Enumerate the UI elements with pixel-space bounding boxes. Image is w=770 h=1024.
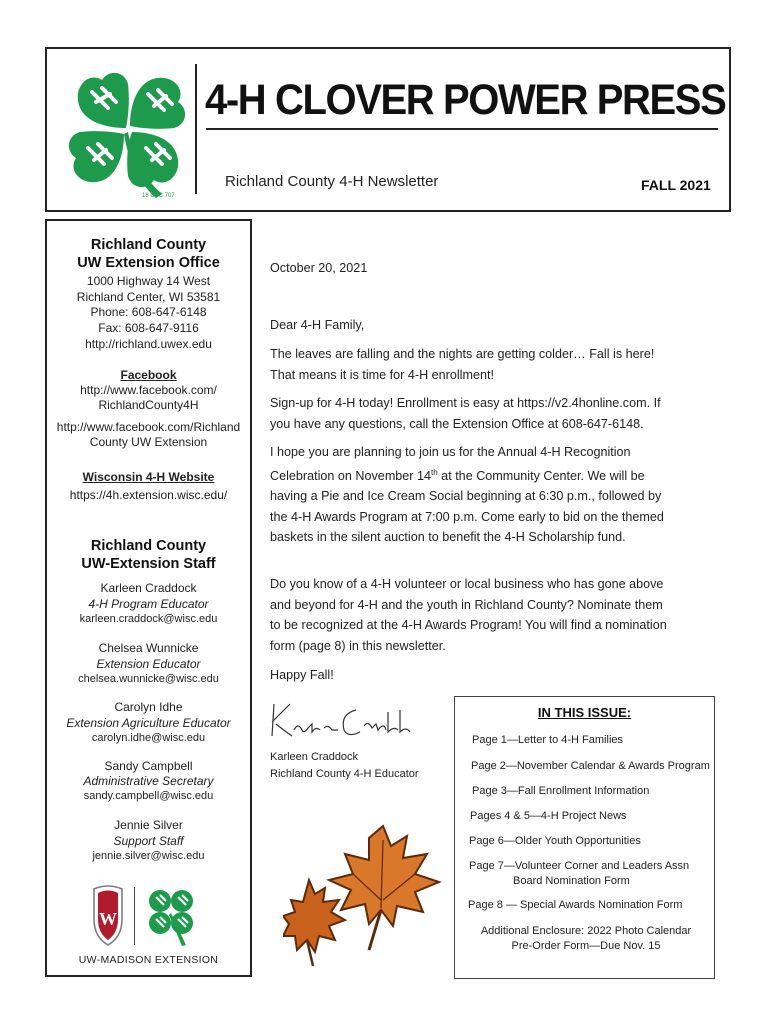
staff-name: Sandy Campbell — [104, 759, 193, 773]
facebook-link-2a[interactable]: http://www.facebook.com/Richland — [56, 420, 241, 434]
toc-enclosure[interactable]: Additional Enclosure: 2022 Photo Calendar — [480, 925, 692, 937]
staff-email[interactable]: chelsea.wunnicke@wisc.edu — [78, 673, 219, 685]
office-heading: Richland County — [90, 237, 207, 253]
signature-title: Richland County 4-H Educator — [270, 768, 419, 780]
uw-4h-logos — [90, 883, 210, 949]
toc-item[interactable]: Page 6—Older Youth Opportunities — [469, 835, 641, 847]
toc-item[interactable]: Page 2—November Calendar & Awards Program — [471, 760, 710, 772]
letter-paragraph-2: Sign-up for 4-H today! Enrollment is easy at https://v2.4honline.com. If you have any questions, call the Extension Office at 608-647-6148. — [270, 396, 661, 431]
staff-name: Carolyn Idhe — [114, 700, 183, 714]
staff-email[interactable]: carolyn.idhe@wisc.edu — [91, 732, 206, 744]
masthead-divider — [195, 64, 197, 194]
letter-paragraph-4: Do you know of a 4-H volunteer or local business who has gone above and beyond for 4-H and the youth in Richland County? Nominate them to be recognized at the 4-H Awards Program! You will find a nomination form (page 8) in this newsletter. — [270, 577, 667, 653]
toc-item[interactable]: Page 1—Letter to 4-H Families — [472, 734, 624, 746]
staff-heading: Richland County — [90, 538, 207, 554]
phone-number: Phone: 608-647-6148 — [90, 305, 207, 319]
letter-paragraph-3 — [270, 442, 670, 548]
svg-text:W: W — [99, 909, 117, 929]
staff-name: Chelsea Wunnicke — [98, 641, 199, 655]
wi-4h-heading: Wisconsin 4-H Website — [82, 470, 215, 484]
staff-role: Extension Educator — [96, 657, 201, 671]
emblem-text: 18 USC 707 — [142, 193, 175, 199]
letter-date: October 20, 2021 — [270, 261, 368, 275]
signature-name: Karleen Craddock — [270, 751, 359, 763]
office-website-link[interactable]: http://richland.uwex.edu — [85, 337, 212, 351]
uw-crest-icon — [94, 886, 122, 945]
staff-email[interactable]: sandy.campbell@wisc.edu — [83, 790, 214, 802]
staff-email[interactable]: karleen.craddock@wisc.edu — [79, 613, 218, 625]
paragraph-3-start: I hope you are planning to join us for the Annual 4-H Recognition Celebration on November 14 — [270, 445, 631, 483]
newsletter-subtitle: Richland County 4-H Newsletter — [225, 173, 439, 190]
in-this-issue-heading: IN THIS ISSUE: — [537, 705, 632, 720]
autumn-leaves-illustration — [283, 820, 453, 970]
facebook-heading: Facebook — [120, 368, 177, 382]
maple-leaf-icon — [329, 826, 439, 950]
facebook-link-2b[interactable]: County UW Extension — [89, 435, 208, 449]
fax-number: Fax: 608-647-9116 — [98, 321, 199, 335]
staff-role: Extension Agriculture Educator — [66, 716, 231, 730]
toc-item-continued[interactable]: Board Nomination Form — [513, 875, 630, 887]
toc-item[interactable]: Pages 4 & 5—4-H Project News — [470, 810, 627, 822]
staff-role: Administrative Secretary — [83, 774, 214, 788]
title-underline — [206, 128, 718, 130]
letter-closing: Happy Fall! — [270, 668, 334, 682]
facebook-link-1b[interactable]: RichlandCounty4H — [98, 398, 199, 412]
toc-item[interactable]: Page 3—Fall Enrollment Information — [472, 785, 650, 797]
ordinal-suffix: th — [431, 467, 438, 477]
address-line-1: 1000 Highway 14 West — [86, 274, 211, 288]
staff-heading-2: UW-Extension Staff — [81, 556, 216, 572]
toc-enclosure-continued[interactable]: Pre-Order Form—Due Nov. 15 — [511, 940, 661, 952]
staff-role: 4-H Program Educator — [88, 597, 209, 611]
signature — [268, 696, 418, 746]
maple-leaf-icon — [283, 880, 345, 966]
newsletter-title: 4-H CLOVER POWER PRESS — [205, 76, 726, 124]
facebook-link-1a[interactable]: http://www.facebook.com/ — [80, 383, 217, 397]
letter-paragraph-1: The leaves are falling and the nights are getting colder… Fall is here! That means it is time for 4-H enrollment! — [270, 347, 655, 382]
staff-email[interactable]: jennie.silver@wisc.edu — [92, 850, 205, 862]
address-line-2: Richland Center, WI 53581 — [76, 290, 221, 304]
staff-role: Support Staff — [113, 834, 184, 848]
letter-greeting: Dear 4-H Family, — [270, 318, 365, 332]
toc-item[interactable]: Page 7—Volunteer Corner and Leaders Assn — [469, 860, 690, 872]
staff-name: Karleen Craddock — [100, 581, 197, 595]
office-heading-2: UW Extension Office — [77, 255, 220, 271]
uw-extension-footer: UW-MADISON EXTENSION — [78, 954, 219, 966]
clover-logo — [58, 62, 198, 202]
issue-label: FALL 2021 — [641, 177, 711, 193]
staff-name: Jennie Silver — [114, 818, 183, 832]
toc-item[interactable]: Page 8 — Special Awards Nomination Form — [468, 899, 683, 911]
paragraph-3-end: at the Community Center. We will be having a Pie and Ice Cream Social beginning at 6:30 p.m., followed by the 4-H Awards Program at 7:00 p.m. Come early to bid on the themed baskets in the silent auction to benefit the 4-H Scholarship fund. — [270, 468, 664, 545]
wi-4h-link[interactable]: https://4h.extension.wisc.edu/ — [69, 488, 228, 502]
